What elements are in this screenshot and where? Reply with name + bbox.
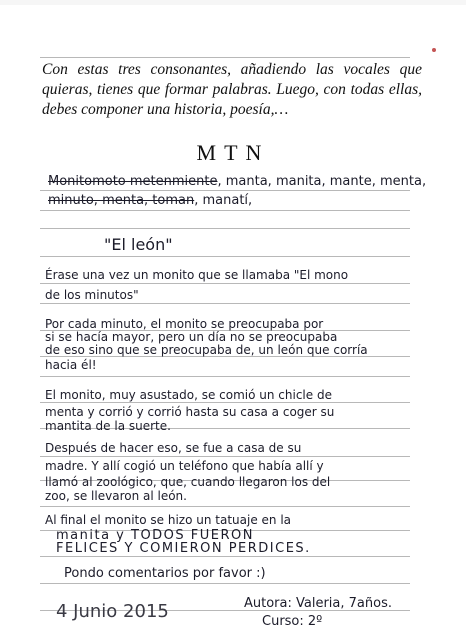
course-text: Curso: 2º bbox=[262, 614, 323, 629]
instructions-text: Con estas tres consonantes, añadiendo las vocales que quieras, tienes que formar palabras. Luego, con todas ellas, debes componer una historia, poesía,… bbox=[42, 61, 422, 118]
story-line: Érase una vez un monito que se llamaba "El mono bbox=[45, 268, 349, 282]
story-title: "El león" bbox=[104, 235, 173, 254]
ruled-line bbox=[40, 303, 410, 304]
comment-request: Pondo comentarios por favor :) bbox=[64, 566, 266, 581]
word-list-text: , manta, manita, mante, menta, bbox=[217, 174, 427, 189]
word-list-line-1 bbox=[48, 174, 426, 190]
story-line: si se hacía mayor, pero un día no se preocupaba bbox=[45, 330, 338, 344]
story-line: El monito, muy asustado, se comió un chicle de bbox=[45, 388, 332, 402]
story-line: llamó al zoológico, que, cuando llegaron los del bbox=[45, 475, 331, 489]
story-line: menta y corrió y corrió hasta su casa a coger su bbox=[45, 405, 335, 419]
author-text: Autora: Valeria, 7años. bbox=[244, 596, 392, 611]
story-line: madre. Y allí cogió un teléfono que había allí y bbox=[45, 459, 324, 473]
word-list-text: , manatí, bbox=[194, 193, 253, 208]
story-line: FELICES Y COMIERON PERDICES. bbox=[56, 541, 311, 556]
story-line: zoo, se llevaron al león. bbox=[45, 489, 187, 503]
ruled-line bbox=[40, 256, 410, 257]
ink-dot bbox=[432, 48, 436, 52]
ruled-line bbox=[40, 210, 410, 211]
ruled-line bbox=[40, 506, 410, 507]
word-list-line-2 bbox=[48, 193, 252, 209]
ruled-line bbox=[40, 190, 410, 191]
ruled-line bbox=[40, 583, 410, 584]
ruled-line bbox=[40, 456, 410, 457]
story-line: de eso sino que se preocupaba de, un león que corría bbox=[45, 343, 368, 357]
date-text: 4 Junio 2015 bbox=[56, 601, 169, 622]
story-line: hacia él! bbox=[45, 358, 97, 372]
story-line: mantita de la suerte. bbox=[45, 419, 171, 433]
consonant-letters: MTN bbox=[196, 140, 270, 165]
story-line: Por cada minuto, el monito se preocupaba por bbox=[45, 317, 324, 331]
struck-words: Monitomoto metenmiente bbox=[48, 174, 218, 189]
page-top-edge bbox=[0, 0, 466, 5]
story-line: Al final el monito se hizo un tatuaje en la bbox=[45, 513, 291, 527]
ruled-line bbox=[40, 376, 410, 377]
struck-words: minuto, menta, toman bbox=[48, 193, 195, 208]
ruled-line bbox=[40, 283, 410, 284]
ruled-line bbox=[40, 57, 410, 58]
story-line: Después de hacer eso, se fue a casa de su bbox=[45, 441, 302, 455]
story-line: manita y TODOS FUERON bbox=[56, 528, 254, 543]
story-line: de los minutos" bbox=[45, 288, 139, 302]
ruled-line bbox=[40, 228, 410, 229]
